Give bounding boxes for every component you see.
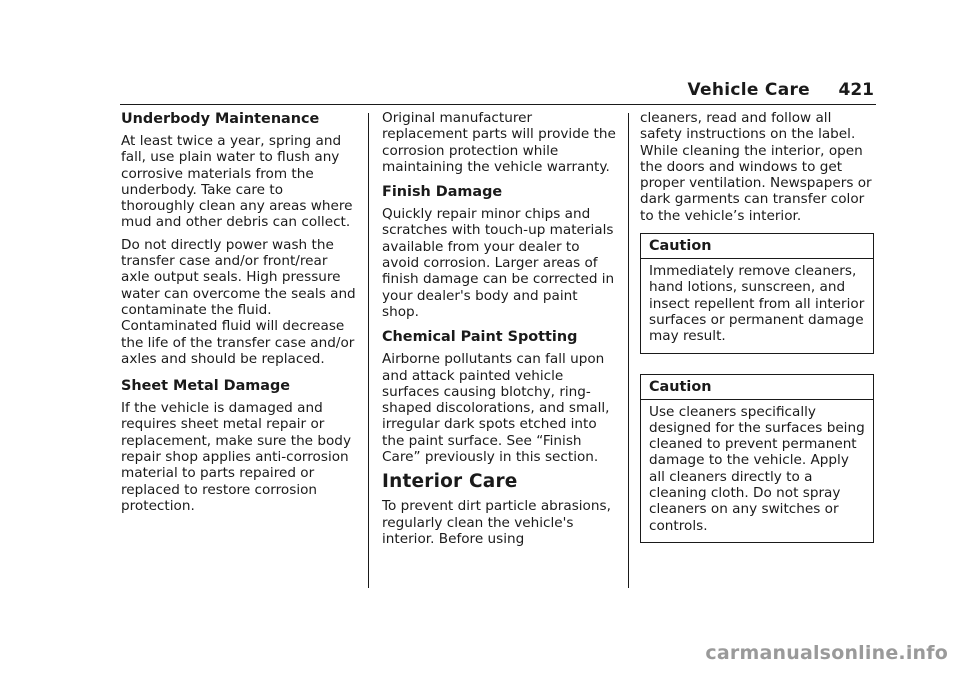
heading-underbody-maintenance: Underbody Maintenance [121, 111, 320, 127]
caution-body: Immediately remove cleaners, hand lotions, sunscreen, and insect repellent from all interior surfaces or permanent damage may result. [649, 263, 865, 345]
paragraph: Do not directly power wash the transfer case and/or front/rear axle output seals. High pressure water can overcome the seals and contaminate the fluid. Contaminated fluid will decrease the life of the transfer case and/or axles and should be replaced. [121, 236, 356, 367]
paragraph: At least twice a year, spring and fall, use plain water to flush any corrosive materials from the underbody. Take care to thoroughly clean any areas where mud and other debris can collect. [121, 133, 353, 231]
paragraph: Airborne pollutants can fall upon and attack painted vehicle surfaces causing blotchy, ring-shaped discolorations, and small, irregular dark spots etched into the paint surface. See “Finish Care” previously in this section. [382, 351, 610, 466]
paragraph: Original manufacturer replacement parts will provide the corrosion protection while maintaining the vehicle warranty. [382, 110, 616, 175]
paragraph: If the vehicle is damaged and requires sheet metal repair or replacement, make sure the body repair shop applies anti-corrosion material to parts repaired or replaced to restore corrosion protection. [121, 400, 351, 514]
column-divider [628, 113, 629, 588]
column-right [640, 110, 876, 563]
column-middle [382, 110, 616, 553]
heading-chemical-paint-spotting: Chemical Paint Spotting [382, 329, 578, 346]
column-left [121, 110, 358, 520]
caution-box [640, 233, 874, 353]
column-divider [368, 113, 369, 588]
caution-box [640, 374, 874, 543]
caution-title: Caution [641, 234, 873, 259]
paragraph: cleaners, read and follow all safety instructions on the label. While cleaning the interior, open the doors and windows to get proper ventilation. Newspapers or dark garments can transfer color to the vehicle’s interior. [640, 110, 872, 224]
page-number: 421 [838, 80, 874, 100]
section-title: Vehicle Care [687, 80, 810, 100]
heading-interior-care: Interior Care [382, 471, 518, 493]
page-header [120, 80, 876, 105]
heading-sheet-metal-damage: Sheet Metal Damage [121, 378, 291, 395]
watermark: carmanualsonline.info [705, 642, 948, 664]
caution-body: Use cleaners specifically designed for the surfaces being cleaned to prevent permanent damage to the vehicle. Apply all cleaners directly to a cleaning cloth. Do not spray cleaners on any switches or controls. [649, 403, 865, 534]
caution-title: Caution [641, 375, 873, 400]
paragraph: Quickly repair minor chips and scratches with touch-up materials available from your dealer to avoid corrosion. Larger areas of finish damage can be corrected in your dealer's body and paint shop. [382, 206, 615, 320]
heading-finish-damage: Finish Damage [382, 184, 503, 201]
paragraph: To prevent dirt particle abrasions, regularly clean the vehicle's interior. Before using [382, 498, 611, 547]
